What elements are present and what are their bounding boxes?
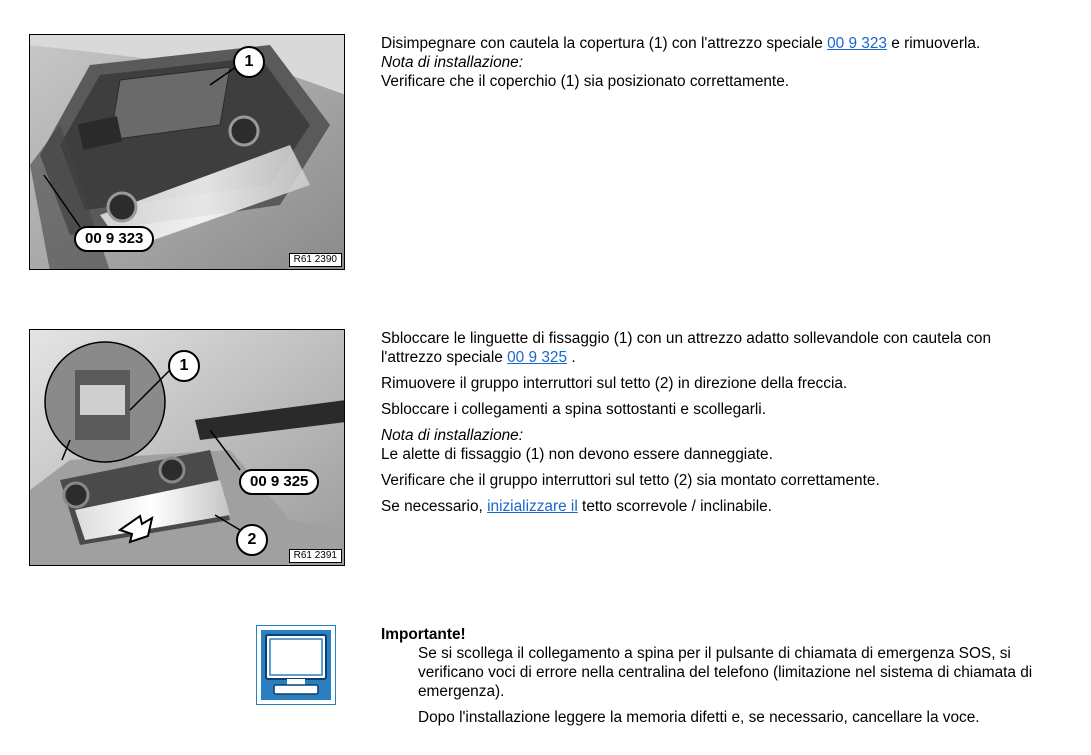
step-text-end: . bbox=[567, 349, 576, 366]
figure-r61-2390 bbox=[29, 34, 345, 270]
step-text: Se necessario, bbox=[381, 498, 488, 515]
installation-note-label: Nota di installazione: bbox=[381, 427, 524, 444]
callout-tool-00-9-325: 00 9 325 bbox=[239, 469, 319, 495]
special-tool-link-00-9-323[interactable]: 00 9 323 bbox=[827, 35, 887, 52]
monitor-icon bbox=[257, 626, 335, 704]
important-text-1: Se si scollega il collegamento a spina per il pulsante di chiamata di emergenza SOS, si verificano voci di errore nella centralina del telefono (limitazione nel sistema di chiamata di emergenza). bbox=[418, 645, 1033, 700]
step-text: Sbloccare le linguette di fissaggio (1) con un attrezzo adatto sollevandole con cautela con l'attrezzo speciale bbox=[381, 330, 992, 366]
step-text: Disimpegnare con cautela la copertura (1) con l'attrezzo speciale bbox=[381, 35, 828, 52]
important-title: Importante! bbox=[381, 626, 466, 643]
figure-label: R61 2390 bbox=[289, 253, 342, 267]
callout-2: 2 bbox=[236, 524, 268, 556]
installation-note-text: Verificare che il coperchio (1) sia posizionato correttamente. bbox=[381, 73, 790, 90]
step-initialize-sunroof bbox=[381, 497, 1031, 516]
callout-1: 1 bbox=[168, 350, 200, 382]
figure-r61-2391 bbox=[29, 329, 345, 566]
diagnostic-monitor-icon bbox=[256, 625, 336, 705]
step-release-tabs bbox=[381, 329, 1031, 367]
figure-label: R61 2391 bbox=[289, 549, 342, 563]
step-check-mounting: Verificare che il gruppo interruttori sul tetto (2) sia montato correttamente. bbox=[381, 472, 880, 489]
important-text-2: Dopo l'installazione leggere la memoria difetti e, se necessario, cancellare la voce. bbox=[418, 709, 980, 726]
special-tool-link-00-9-325[interactable]: 00 9 325 bbox=[507, 349, 568, 366]
step-text-end: e rimuoverla. bbox=[887, 35, 981, 52]
installation-note-text: Le alette di fissaggio (1) non devono essere danneggiate. bbox=[381, 446, 773, 463]
section-1-text bbox=[381, 34, 1061, 91]
step-text-end: tetto scorrevole / inclinabile. bbox=[577, 498, 772, 515]
step-disconnect-plugs: Sbloccare i collegamenti a spina sottostanti e scollegarli. bbox=[381, 401, 766, 418]
step-remove-switch-unit: Rimuovere il gruppo interruttori sul tetto (2) in direzione della freccia. bbox=[381, 375, 848, 392]
callout-1: 1 bbox=[233, 46, 265, 78]
installation-note-label: Nota di installazione: bbox=[381, 54, 524, 71]
important-notice bbox=[381, 625, 1061, 727]
section-2-text bbox=[381, 329, 1031, 516]
initialize-sunroof-link[interactable]: inizializzare il bbox=[487, 498, 578, 515]
callout-tool-00-9-323: 00 9 323 bbox=[74, 226, 154, 252]
step-remove-cover bbox=[381, 34, 1061, 53]
